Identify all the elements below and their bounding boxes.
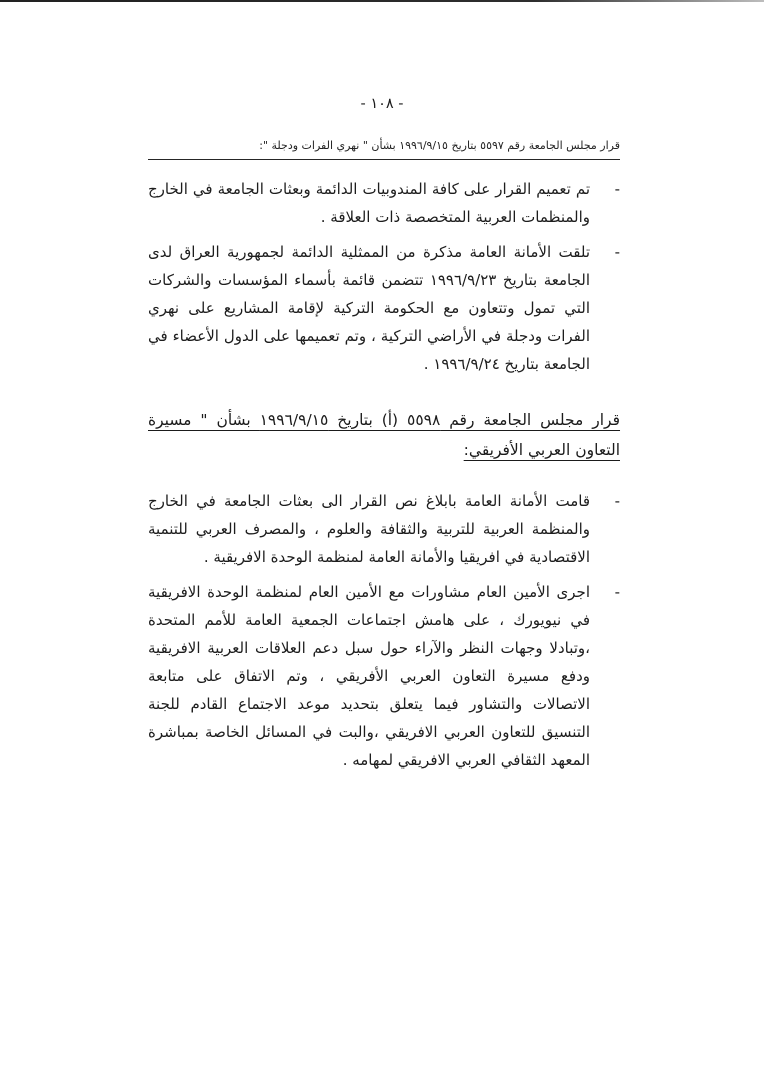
list-item xyxy=(148,578,620,774)
list-item xyxy=(148,487,620,571)
list-item xyxy=(148,175,620,231)
dash-marker: - xyxy=(614,242,620,261)
scan-artifact-line xyxy=(0,0,764,2)
dash-marker: - xyxy=(614,491,620,510)
decision-reference-header: قرار مجلس الجامعة رقم ٥٥٩٧ بتاريخ ١٩٩٦/٩/١٥ بشأن " نهري الفرات ودجلة ": xyxy=(148,138,620,160)
section-euphrates-tigris xyxy=(148,175,620,378)
dash-marker: - xyxy=(614,179,620,198)
list-item xyxy=(148,238,620,378)
bullet-text: تم تعميم القرار على كافة المندوبيات الدائمة وبعثات الجامعة في الخارج والمنظمات العربية المتخصصة ذات العلاقة . xyxy=(148,179,590,226)
page-content xyxy=(148,138,620,774)
section-heading-arab-african-cooperation: قرار مجلس الجامعة رقم ٥٥٩٨ (أ) بتاريخ ١٩٩٦/٩/١٥ بشأن " مسيرة التعاون العربي الأفريقي: xyxy=(148,410,621,459)
section-arab-african-cooperation xyxy=(148,487,620,774)
bullet-text: تلقت الأمانة العامة مذكرة من الممثلية الدائمة لجمهورية العراق لدى الجامعة بتاريخ ١٩٩٦/٩/٢٣ تتضمن قائمة بأسماء المؤسسات والشركات التي تمول وتتعاون مع الحكومة التركية لإقامة المشاريع على نهري الفرات ودجلة في الأراضي التركية ، وتم تعميمها على الدول الأعضاء في الجامعة بتاريخ ١٩٩٦/٩/٢٤ . xyxy=(148,242,591,373)
page-number: - ١٠٨ - xyxy=(360,96,404,112)
bullet-text: اجرى الأمين العام مشاورات مع الأمين العام لمنظمة الوحدة الافريقية في نيويورك ، على هامش اجتماعات الجمعية العامة للأمم المتحدة ،وتبادلا وجهات النظر والآراء حول سبل دعم العلاقات العربية الافريقية ودفع مسيرة التعاون العربي الأفريقي ، وتم الاتفاق على متابعة الاتصالات والتشاور فيما يتعلق بتحديد موعد الاجتماع القادم للجنة التنسيق للتعاون العربي الافريقي ،والبت في المسائل الخاصة بمباشرة المعهد الثقافي العربي الافريقي لمهامه . xyxy=(148,582,590,769)
dash-marker: - xyxy=(614,582,620,601)
bullet-text: قامت الأمانة العامة بابلاغ نص القرار الى بعثات الجامعة في الخارج والمنظمة العربية للتربية والثقافة والعلوم ، والمصرف العربي للتنمية الاقتصادية في افريقيا والأمانة العامة لمنظمة الوحدة الافريقية . xyxy=(148,491,590,566)
